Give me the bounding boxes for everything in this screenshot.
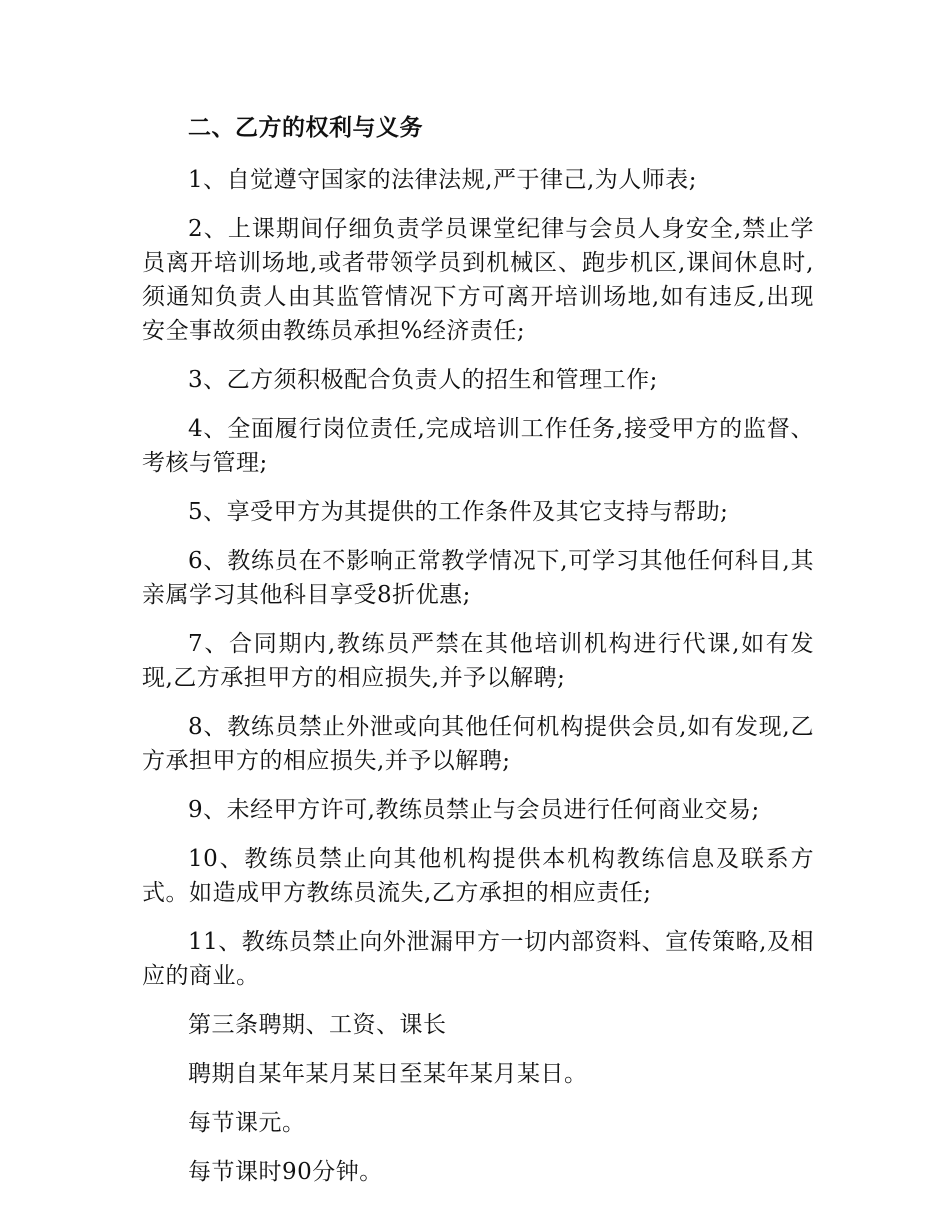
class-duration: 每节课时90分钟。	[188, 1159, 383, 1185]
clause-11: 11、教练员禁止向外泄漏甲方一切内部资料、宣传策略,及相应的商业。	[142, 929, 814, 989]
clause-1: 1、自觉遵守国家的法律法规,严于律己,为人师表;	[188, 167, 698, 193]
document-body	[142, 108, 814, 1204]
clause-3: 3、乙方须积极配合负责人的招生和管理工作;	[188, 367, 658, 393]
section-title: 二、乙方的权利与义务	[188, 115, 423, 141]
clause-5: 5、享受甲方为其提供的工作条件及其它支持与帮助;	[188, 499, 729, 525]
clause-8: 8、教练员禁止外泄或向其他任何机构提供会员,如有发现,乙方承担甲方的相应损失,并予以解聘;	[142, 714, 814, 774]
article-three-heading: 第三条聘期、工资、课长	[188, 1012, 447, 1038]
clause-4: 4、全面履行岗位责任,完成培训工作任务,接受甲方的监督、考核与管理;	[142, 416, 814, 476]
clause-2: 2、上课期间仔细负责学员课堂纪律与会员人身安全,禁止学员离开培训场地,或者带领学员到机械区、跑步机区,课间休息时,须通知负责人由其监管情况下方可离开培训场地,如有违反,出现安全事故须由教练员承担%经济责任;	[142, 216, 814, 344]
pay-per-class: 每节课元。	[188, 1110, 306, 1136]
clause-9: 9、未经甲方许可,教练员禁止与会员进行任何商业交易;	[188, 797, 760, 823]
clause-6: 6、教练员在不影响正常教学情况下,可学习其他任何科目,其亲属学习其他科目享受8折优惠;	[142, 548, 814, 608]
clause-10: 10、教练员禁止向其他机构提供本机构教练信息及联系方式。如造成甲方教练员流失,乙方承担的相应责任;	[142, 846, 814, 906]
employment-period: 聘期自某年某月某日至某年某月某日。	[188, 1061, 588, 1087]
clause-7: 7、合同期内,教练员严禁在其他培训机构进行代课,如有发现,乙方承担甲方的相应损失,并予以解聘;	[142, 631, 814, 691]
